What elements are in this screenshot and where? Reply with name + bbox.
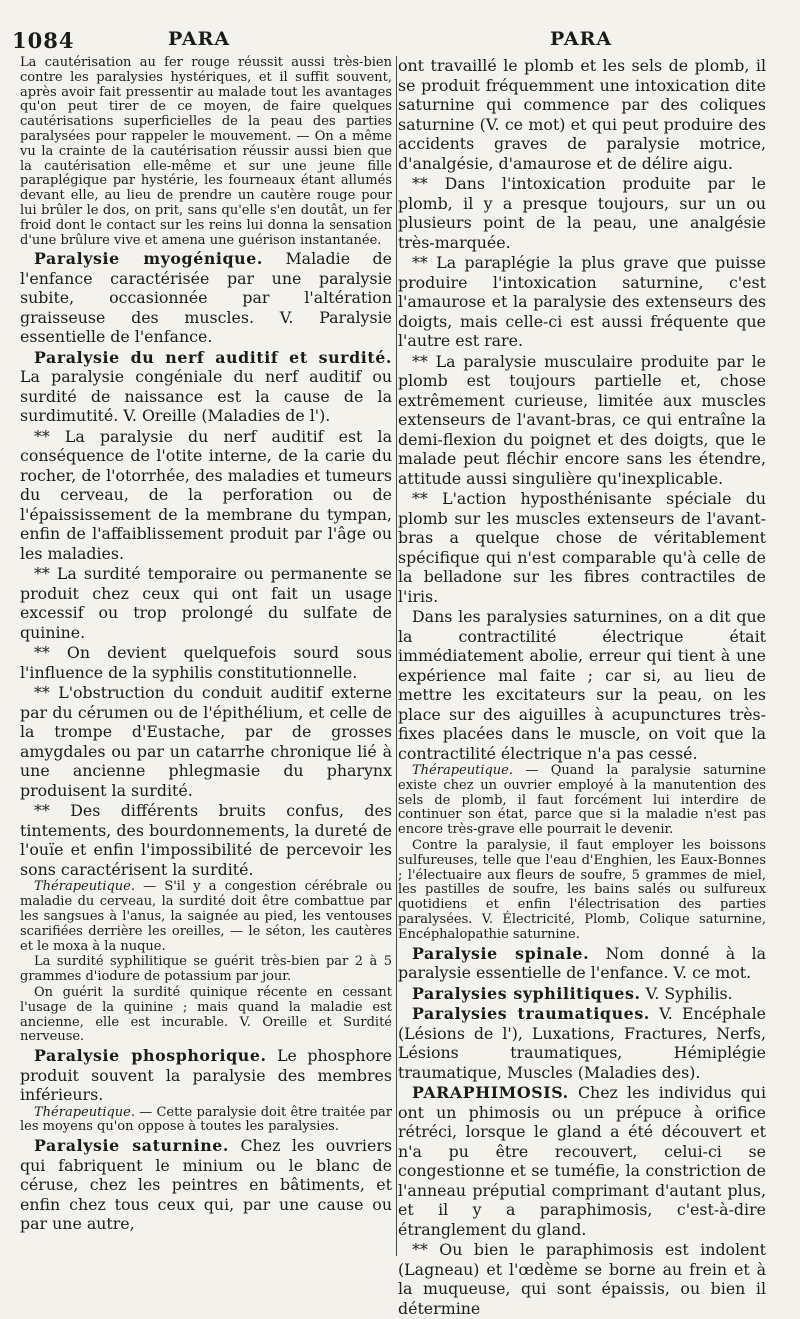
entry-text: Chez les ouvriers qui fabriquent le minium ou le blanc de céruse, chez les peintres en bâtiments, et enfin chez tous ceux qui, par une cause ou par une autre, (20, 1136, 392, 1234)
paragraph-quinique: On guérit la surdité quinique récente en cessant l'usage de la quinine ; mais quand la maladie est ancienne, elle est incurable. V. Oreille et Surdité nerveuse. (20, 984, 392, 1045)
paragraph-analgesie: ** Dans l'intoxication produite par le plomb, il y a presque toujours, sur un ou plusieurs point de la peau, une analgésie très-marquée. (398, 174, 766, 252)
paragraph-text: — Quand la paralysie saturnine existe chez un ouvrier employé à la manutention des sels de plomb, il faut forcément lui interdire de continuer son état, parce que si la maladie n'est pas encore très-grave elle pourrait le devenir. (398, 763, 766, 838)
entry-text: V. Syphilis. (640, 983, 733, 1003)
entry-paralysie-spinale (398, 944, 766, 983)
entry-heading: Paralysie phosphorique. (34, 1046, 267, 1066)
paragraph-iodure: La surdité syphilitique se guérit très-bien par 2 à 5 grammes d'iodure de potassium par jour. (20, 954, 392, 985)
entry-heading: Paralysie myogénique. (34, 249, 264, 269)
paragraph-syphilis: ** On devient quelquefois sourd sous l'influence de la syphilis constitutionnelle. (20, 643, 392, 682)
paragraph-contractilite: Dans les paralysies saturnines, on a dit que la contractilité électrique était immédiatement abolie, erreur qui tient à une expérience mal faite ; car si, au lieu de mettre les excitateurs sur la peau, on les place sur des aiguilles à acupunctures très-fixes placées dans le muscle, on voit que la contractilité électrique n'a pas cessé. (398, 607, 766, 763)
therapeutique-label: Thérapeutique. (34, 879, 135, 895)
entry-paralysies-syphilitiques (398, 984, 766, 1004)
entry-paralysie-myogenique (20, 249, 392, 347)
entry-paralysie-saturnine (20, 1136, 392, 1234)
therapeutique-label: Thérapeutique. (34, 1104, 135, 1120)
entry-text: Nom donné à la paralysie essentielle de l'enfance. V. ce mot. (398, 943, 766, 983)
entry-text: V. Encéphale (Lésions de l'), Luxations, Fractures, Nerfs, Lésions traumatiques, Hémiplégie traumatique, Muscles (Maladies des). (398, 1004, 767, 1082)
left-column (20, 56, 392, 1235)
paragraph-bruits: ** Des différents bruits confus, des tintements, des bourdonnements, la dureté de l'ouïe et enfin l'impossibilité de percevoir les sons caractérisent la surdité. (20, 801, 392, 879)
entry-heading: Paralysie du nerf auditif et surdité. (34, 347, 392, 367)
right-column (398, 56, 766, 1319)
entry-text: La paralysie congéniale du nerf auditif ou surdité de naissance est la cause de la surdimutité. V. Oreille (Maladies de l'). (20, 367, 392, 426)
entry-paraphimosis (398, 1083, 766, 1239)
paragraph-therapeutique-saturnine (398, 764, 766, 838)
entry-paralysie-phosphorique (20, 1046, 392, 1105)
paragraph-otite: ** La paralysie du nerf auditif est la conséquence de l'otite interne, de la carie du rocher, de l'otorrhée, des maladies et tumeurs du cerveau, de la perforation ou de l'épaississement de la membrane du tympan, enfin de l'affaiblissement produit par l'âge ou les maladies. (20, 426, 392, 563)
paragraph-boissons-sulfureuses: Contre la paralysie, il faut employer les boissons sulfureuses, telle que l'eau d'Enghien, les Eaux-Bonnes ; l'électuaire aux fleurs de soufre, 5 grammes de miel, les pastilles de soufre, les bains salés ou sulfureux quotidiens et enfin l'électrisation des parties paralysées. V. Électricité, Plomb, Colique saturnine, Encéphalopathie saturnine. (398, 837, 766, 942)
paragraph-intoxication: ont travaillé le plomb et les sels de plomb, il se produit fréquemment une intoxication dite saturnine qui commence par des coliques saturnine (V. ce mot) et qui peut produire des accidents graves de paralysie motrice, d'analgésie, d'amaurose et de délire aigu. (398, 56, 766, 173)
entry-heading: Paralysie spinale. (412, 943, 590, 963)
running-head-right: PARA (550, 28, 613, 50)
entry-heading: Paralysie saturnine. (34, 1136, 230, 1156)
paragraph-text: — Cette paralysie doit être traitée par les moyens qu'on oppose à toutes les paralysies. (20, 1104, 392, 1135)
entry-paralysie-nerf-auditif (20, 348, 392, 426)
entry-heading: PARAPHIMOSIS. (412, 1083, 569, 1103)
entry-paralysies-traumatiques (398, 1004, 766, 1082)
running-head-left: PARA (168, 28, 231, 50)
page-number: 1084 (12, 28, 75, 53)
paragraph-paraphimosis-indolent: ** Ou bien le paraphimosis est indolent (Lagneau) et l'œdème se borne au frein et à la muqueuse, qui sont épaissis, ou bien il détermine (398, 1240, 766, 1318)
column-divider (396, 56, 397, 1256)
paragraph-action-hyposthenisante: ** L'action hyposthénisante spéciale du plomb sur les muscles extenseurs de l'avant-bras a quelque chose de véritablement spécifique qui n'est comparable qu'à celle de la belladone sur les fibres contractiles de l'iris. (398, 489, 766, 606)
entry-text: Le phosphore produit souvent la paralysie des membres inférieurs. (20, 1046, 392, 1105)
therapeutique-label: Thérapeutique. (412, 763, 513, 778)
entry-heading: Paralysies syphilitiques. (412, 983, 641, 1003)
paragraph-therapeutique-phosphorique (20, 1106, 392, 1136)
paragraph-obstruction: ** L'obstruction du conduit auditif externe par du cérumen ou de l'épithélium, et celle de la trompe d'Eustache, par de grosses amygdales ou par un catarrhe chronique lié à une ancienne phlegmasie du pharynx produisent la surdité. (20, 683, 392, 800)
paragraph-paraplegie: ** La paraplégie la plus grave que puisse produire l'intoxication saturnine, c'est l'amaurose et la paralysie des extenseurs des doigts, mais celle-ci est aussi fréquente que l'autre est rare. (398, 253, 766, 350)
entry-text: Maladie de l'enfance caractérisée par une paralysie subite, occasionnée par l'altération graisseuse des muscles. V. Paralysie essentielle de l'enfance. (20, 249, 392, 347)
paragraph-paralysie-musculaire: ** La paralysie musculaire produite par le plomb est toujours partielle et, chose extrêmement curieuse, limitée aux muscles extenseurs de l'avant-bras, ce qui entraîne la demi-flexion du poignet et des doigts, que le malade peut fléchir encore sans les étendre, attitude aussi singulière qu'inexplicable. (398, 351, 766, 488)
paragraph-cauterisation: La cautérisation au fer rouge réussit aussi très-bien contre les paralysies hystériques, et il suffit souvent, après avoir fait pressentir au malade tout les avantages qu'on peut tirer de ce moyen, de faire quelques cautérisations superficielles de la peau des parties paralysées pour rappeler le mouvement. — On a même vu la crainte de la cautérisation réussir aussi bien que la cautérisation elle-même et sur une jeune fille paraplégique par hystérie, les fourneaux étant allumés devant elle, au lieu de prendre un cautère rouge pour lui brûler le dos, on prit, sans qu'elle s'en doutât, un fer froid dont le contact sur les reins lui donna la sensation d'une brûlure vive et amena une guérison instantanée. (20, 55, 392, 248)
entry-heading: Paralysies traumatiques. (412, 1004, 650, 1024)
paragraph-text: — S'il y a congestion cérébrale ou maladie du cerveau, la surdité doit être combattue par les sangsues à l'anus, la saignée au pied, les ventouses scarifiées derrière les oreilles, — le séton, les cautères et le moxa à la nuque. (20, 879, 392, 954)
paragraph-therapeutique-surdite (20, 880, 392, 954)
entry-text: Chez les individus qui ont un phimosis ou un prépuce à orifice rétréci, lorsque le gland a été découvert et n'a pu être recouvert, celui-ci se congestionne et se tuméfie, la constriction de l'anneau préputial comprimant d'autant plus, et il y a paraphimosis, c'est-à-dire étranglement du gland. (398, 1083, 766, 1239)
paragraph-surdite-quinine: ** La surdité temporaire ou permanente se produit chez ceux qui ont fait un usage excessif ou trop prolongé du sulfate de quinine. (20, 564, 392, 642)
